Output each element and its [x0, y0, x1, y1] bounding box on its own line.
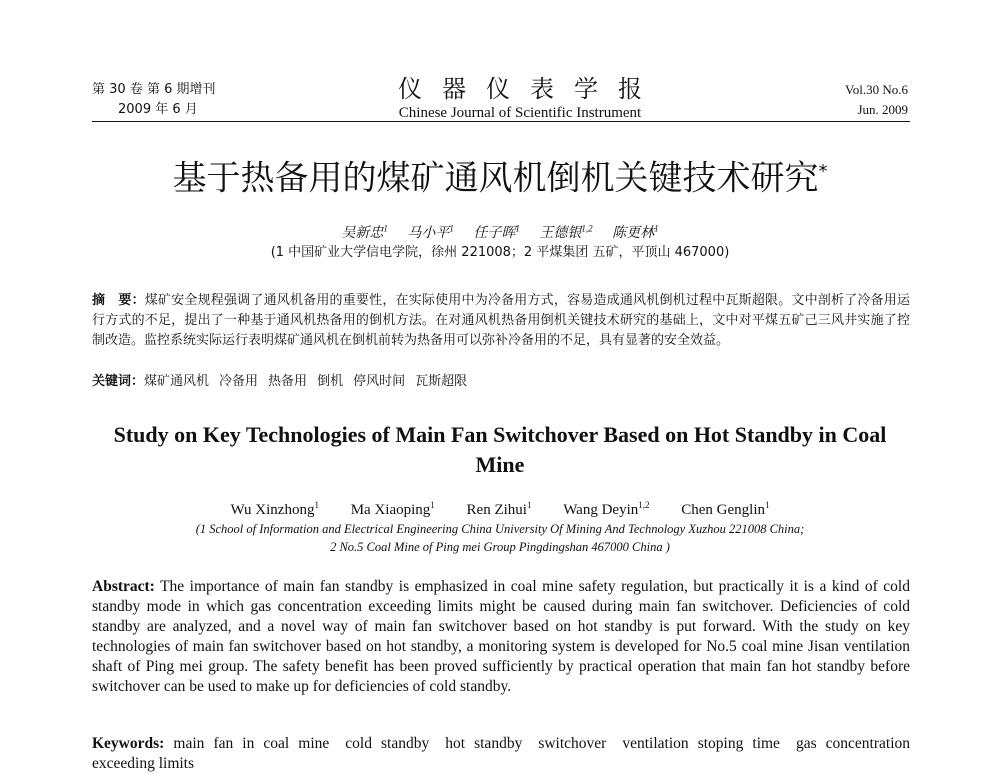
affiliation-en-line-2: 2 No.5 Coal Mine of Ping mei Group Pingdingshan 467000 China ): [330, 540, 670, 554]
keywords-en-label: Keywords:: [92, 735, 165, 752]
affiliation-en: [60, 520, 940, 556]
affiliation-en-line-1: (1 School of Information and Electrical Engineering China University Of Mining And Technology Xuzhou 221008 China;: [195, 522, 805, 536]
paper-title-cn: [60, 150, 940, 200]
volume-issue-cn: 第 30 卷 第 6 期增刊: [92, 82, 216, 97]
author-list-cn: [60, 218, 940, 244]
abstract-en: [92, 577, 910, 697]
keyword-cn: 瓦斯超限: [415, 374, 468, 389]
journal-masthead: [370, 75, 670, 123]
abstract-en-label: Abstract:: [92, 578, 155, 595]
author-cn: 王德银$^{1,2}$: [539, 223, 593, 241]
paper-title-en: Study on Key Technologies of Main Fan Switchover Based on Hot Standby in Coal Mine: [113, 422, 887, 477]
title-footnote-mark: *: [818, 161, 828, 182]
keyword-cn: 倒机: [317, 374, 344, 389]
author-cn: 陈更林$^1$: [612, 223, 659, 241]
author-cn: 吴新忠$^1$: [341, 223, 388, 241]
keyword-en: switchover: [538, 735, 607, 752]
abstract-cn-label: 摘 要：: [92, 293, 145, 308]
abstract-cn-text: 煤矿安全规程强调了通风机备用的重要性，在实际使用中为冷备用方式，容易造成通风机倒机过程中瓦斯超限。文中剖析了冷备用运行方式的不足，提出了一种基于通风机热备用的倒机方法。在对通风机热备用倒机关键技术研究的基础上，文中对平煤五矿己三风井实施了控制改造。监控系统实际运行表明煤矿通风机在倒机前转为热备用可以弥补冷备用的不足，具有显著的安全效益。: [92, 293, 910, 348]
header-right: [820, 80, 908, 120]
volume-issue-en: Vol.30 No.6: [845, 82, 908, 97]
keyword-en: main fan in coal mine: [173, 735, 330, 752]
keyword-cn: 热备用: [268, 374, 308, 389]
keyword-cn: 煤矿通风机: [144, 374, 210, 389]
author-en: Wu Xinzhong$^1$: [230, 500, 319, 518]
affiliation-cn: (1 中国矿业大学信电学院，徐州 221008；2 平煤集团 五矿，平顶山 467000): [270, 245, 730, 260]
journal-name-cn: 仪器仪表学报: [398, 75, 662, 103]
paper-title-cn-text: 基于热备用的煤矿通风机倒机关键技术研究: [172, 158, 819, 199]
author-list-en: [60, 495, 940, 520]
date-cn: 2009 年 6 月: [118, 102, 198, 117]
keyword-cn: 停风时间: [353, 374, 406, 389]
author-en: Ren Zihui$^1$: [466, 500, 532, 518]
keyword-en: hot standby: [445, 735, 523, 752]
author-cn: 任子晖$^1$: [473, 223, 520, 241]
keyword-en: ventilation stoping time: [622, 735, 780, 752]
author-en: Chen Genglin$^1$: [681, 500, 770, 518]
header-left: [92, 80, 215, 120]
keywords-cn: [92, 372, 910, 392]
keyword-cn: 冷备用: [219, 374, 259, 389]
date-en: Jun. 2009: [857, 102, 908, 117]
keywords-cn-label: 关键词：: [92, 374, 145, 389]
author-en: Wang Deyin$^{1,2}$: [563, 500, 650, 518]
author-en: Ma Xiaoping$^1$: [350, 500, 435, 518]
author-cn: 马小平$^1$: [407, 223, 454, 241]
keywords-en: [92, 734, 910, 774]
abstract-cn: [92, 291, 910, 351]
keyword-en: gas concentration exceeding limits: [92, 735, 911, 772]
journal-name-en: Chinese Journal of Scientific Instrument: [398, 105, 642, 121]
header-rule: [92, 121, 910, 122]
keyword-en: cold standby: [345, 735, 430, 752]
abstract-en-text: The importance of main fan standby is emphasized in coal mine safety regulation, but practically it is a kind of cold standby mode in which gas concentration exceeding limits might be caused during main fan switchover. Deficiencies of cold standby are analyzed, and a novel way of main fan switchover based on hot standby is put forward. With the study on key technologies of main fan switchover based on hot standby, a monitoring system is developed for No.5 coal mine Jisan ventilation shaft of Ping mei group. The safety benefit has been proved sufficiently by practical operation that main fan hot standby before switchover can be used to make up for deficiencies of cold standby.: [92, 578, 910, 695]
